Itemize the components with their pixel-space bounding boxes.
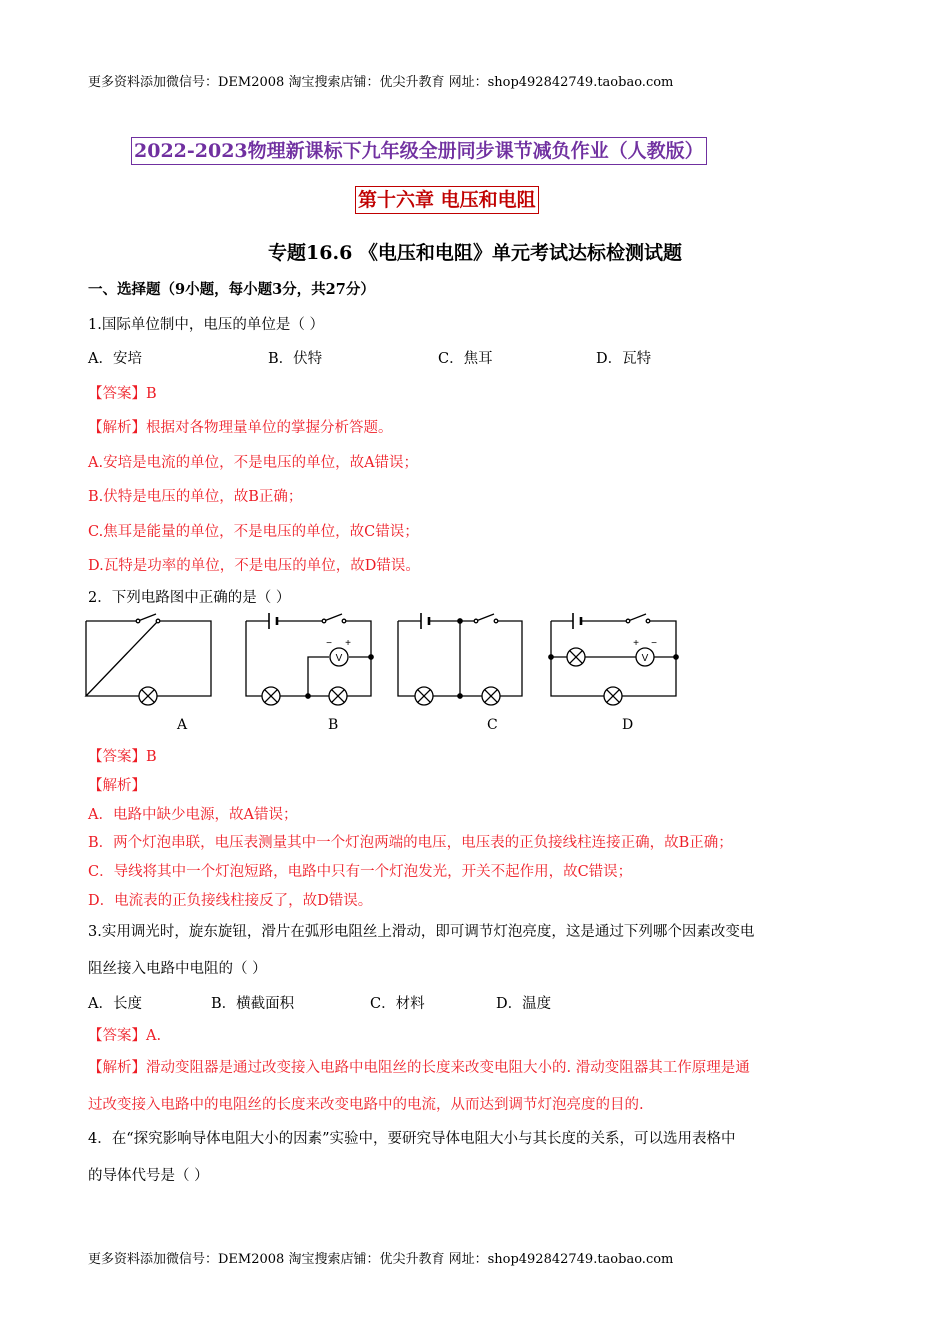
circuit-c-lamp2-icon xyxy=(482,687,500,705)
q3-analysis-line2: 过改变接入电路中的电阻丝的长度来改变电路中的电流，从而达到调节灯泡亮度的目的. xyxy=(88,1097,644,1113)
q3-answer: 【答案】A. xyxy=(88,1028,162,1044)
circuit-c xyxy=(398,613,522,705)
q3-option-c: C．材料 xyxy=(370,996,425,1012)
diagram-label-a: A xyxy=(177,717,188,733)
circuit-d-lamp2-icon xyxy=(604,687,622,705)
page-header: 更多资料添加微信号：DEM2008 淘宝搜索店铺：优尖升教育 网址：shop492842749.taobao.com xyxy=(88,75,674,90)
section-heading: 一、选择题（9小题，每小题3分，共27分） xyxy=(88,281,375,298)
circuit-a xyxy=(86,614,211,705)
circuit-b-lamp2-icon xyxy=(329,687,347,705)
q3-analysis-line1 xyxy=(88,1056,750,1077)
circuit-d-minus: − xyxy=(651,638,657,649)
q3-option-b: B．横截面积 xyxy=(211,996,295,1012)
q3-option-a: A．长度 xyxy=(88,996,142,1012)
q2-line-d: D．电流表的正负接线柱接反了，故D错误。 xyxy=(88,893,373,909)
topic-title: 专题16.6 《电压和电阻》单元考试达标检测试题 xyxy=(268,242,682,264)
q3-analysis-tag: 【解析】 xyxy=(88,1060,146,1076)
q1-line-b: B.伏特是电压的单位，故B正确； xyxy=(88,489,303,505)
q1-answer: 【答案】B xyxy=(88,386,157,402)
q3-option-d: D．温度 xyxy=(496,996,552,1012)
q3-stem-line1: 3.实用调光时，旋东旋钮，滑片在弧形电阻丝上滑动，即可调节灯泡亮度，这是通过下列哪个因素改变电 xyxy=(88,924,755,940)
circuit-d-lamp1-icon xyxy=(567,648,585,666)
diagram-label-b: B xyxy=(328,717,339,733)
q1-line-a: A.安培是电流的单位，不是电压的单位，故A错误； xyxy=(88,455,419,471)
q2-answer: 【答案】B xyxy=(88,749,157,765)
q1-line-d: D.瓦特是功率的单位，不是电压的单位，故D错误。 xyxy=(88,558,420,574)
diagram-label-d: D xyxy=(622,717,634,733)
q1-analysis-tag: 【解析】 xyxy=(88,420,146,436)
circuit-d xyxy=(549,613,678,705)
circuit-b xyxy=(246,613,373,705)
q1-analysis xyxy=(88,416,393,437)
page-footer: 更多资料添加微信号：DEM2008 淘宝搜索店铺：优尖升教育 网址：shop492842749.taobao.com xyxy=(88,1252,674,1267)
q1-stem: 1.国际单位制中，电压的单位是（ ） xyxy=(88,317,324,333)
circuit-c-lamp1-icon xyxy=(415,687,433,705)
main-title: 2022-2023物理新课标下九年级全册同步课节减负作业（人教版） xyxy=(131,137,707,165)
q1-line-c: C.焦耳是能量的单位，不是电压的单位，故C错误； xyxy=(88,524,419,540)
q2-line-a: A．电路中缺少电源，故A错误； xyxy=(88,807,298,823)
q2-analysis-tag: 【解析】 xyxy=(88,778,146,794)
diagram-label-c: C xyxy=(487,717,498,733)
q2-line-c: C．导线将其中一个灯泡短路，电路中只有一个灯泡发光，开关不起作用，故C错误； xyxy=(88,864,633,880)
circuit-b-meter-letter: V xyxy=(335,653,343,664)
q3-analysis-text1: 滑动变阻器是通过改变接入电路中电阻丝的长度来改变电阻大小的. 滑动变阻器其工作原理是通 xyxy=(146,1060,750,1076)
q1-option-a: A．安培 xyxy=(88,351,142,367)
circuit-a-lamp-icon xyxy=(139,687,157,705)
circuit-b-minus: − xyxy=(326,638,332,649)
q2-circuit-diagrams xyxy=(0,608,950,728)
q1-option-c: C．焦耳 xyxy=(438,351,493,367)
circuit-b-lamp1-icon xyxy=(262,687,280,705)
q4-stem-line2: 的导体代号是（ ） xyxy=(88,1168,209,1184)
q2-line-b: B．两个灯泡串联，电压表测量其中一个灯泡两端的电压，电压表的正负接线柱连接正确，故B正确； xyxy=(88,835,733,851)
circuit-b-plus: + xyxy=(345,638,351,649)
circuit-d-plus: + xyxy=(633,638,639,649)
q1-option-d: D．瓦特 xyxy=(596,351,652,367)
q4-stem-line1: 4．在“探究影响导体电阻大小的因素”实验中，要研究导体电阻大小与其长度的关系，可以选用表格中 xyxy=(88,1131,736,1147)
chapter-title: 第十六章 电压和电阻 xyxy=(355,186,539,214)
q3-stem-line2: 阻丝接入电路中电阻的（ ） xyxy=(88,961,267,977)
q2-stem: 2．下列电路图中正确的是（ ） xyxy=(88,590,291,606)
q1-option-b: B．伏特 xyxy=(268,351,323,367)
q1-analysis-text: 根据对各物理量单位的掌握分析答题。 xyxy=(146,420,393,436)
circuit-d-meter-letter: V xyxy=(641,653,649,664)
